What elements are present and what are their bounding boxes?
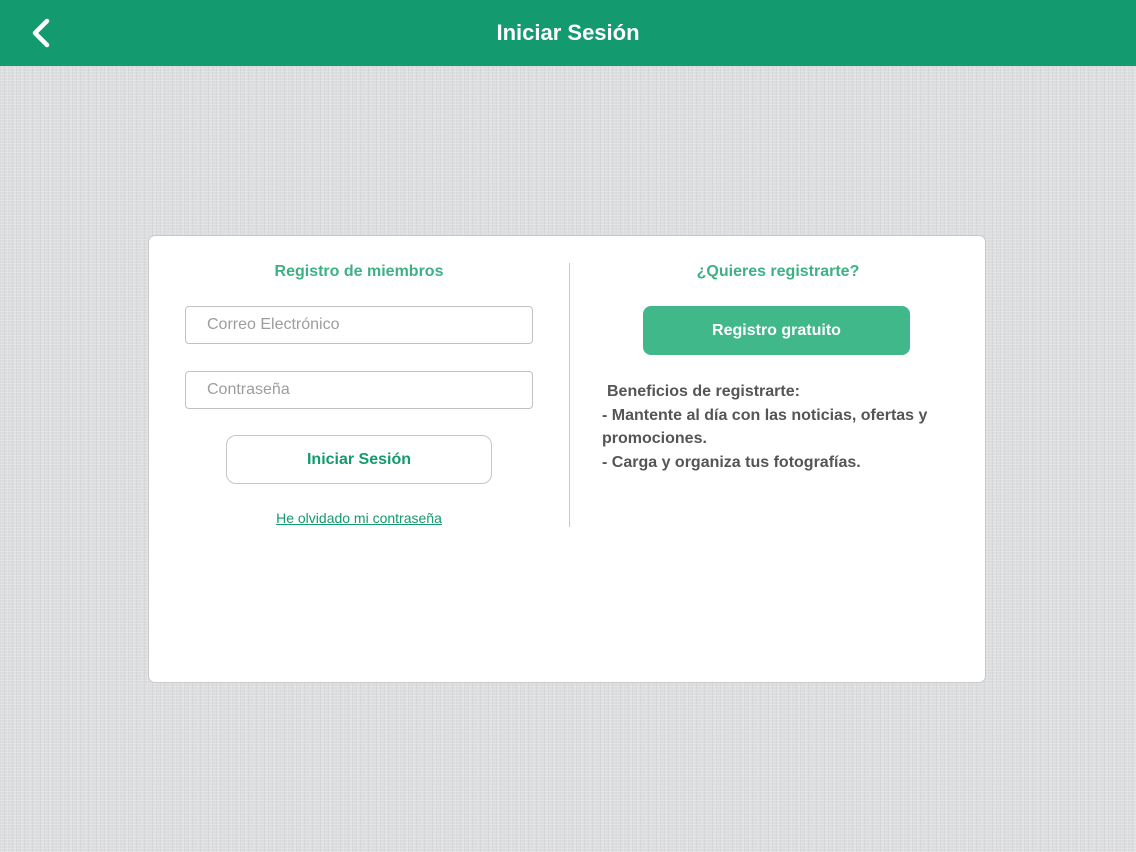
benefits-title: Beneficios de registrarte: xyxy=(607,383,800,400)
members-section-title: Registro de miembros xyxy=(274,263,444,280)
benefit-item-continuation: promociones. xyxy=(602,430,707,447)
login-button[interactable]: Iniciar Sesión xyxy=(226,435,492,484)
login-card xyxy=(148,235,986,683)
register-section-title: ¿Quieres registrarte? xyxy=(696,263,860,280)
forgot-password-link[interactable]: He olvidado mi contraseña xyxy=(276,510,442,526)
email-field[interactable] xyxy=(185,306,533,344)
page-title: Iniciar Sesión xyxy=(496,20,640,45)
benefit-item: - Mantente al día con las noticias, ofertas y xyxy=(602,406,928,424)
password-field[interactable] xyxy=(185,371,533,409)
top-bar xyxy=(0,0,1136,66)
benefit-item: - Carga y organiza tus fotografías. xyxy=(602,453,861,471)
section-divider xyxy=(569,263,570,527)
free-register-button[interactable]: Registro gratuito xyxy=(643,306,910,355)
back-button[interactable] xyxy=(20,10,64,56)
benefits-list xyxy=(602,380,962,474)
chevron-left-icon xyxy=(20,10,64,56)
